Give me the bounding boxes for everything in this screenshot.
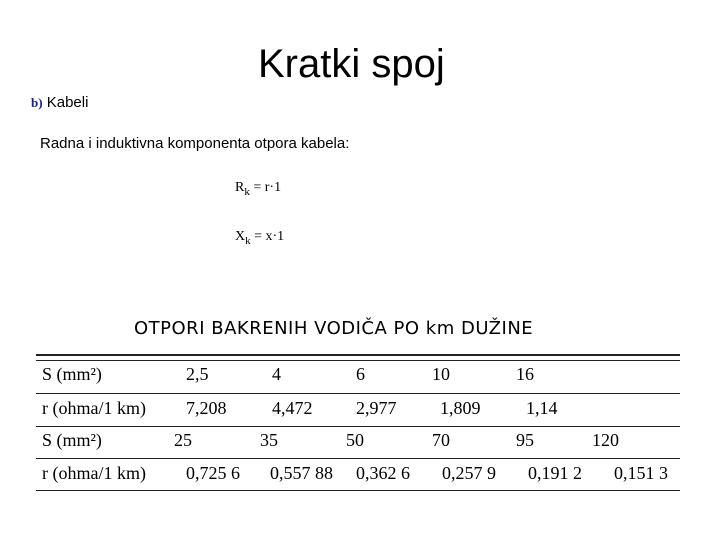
formula-subscript: k [244,186,250,198]
table-cell: 120 [592,430,619,450]
formula-resistance [235,180,281,198]
table-cell: 16 [516,364,534,384]
table-cell: 0,191 2 [528,463,582,483]
table-cell: 2,977 [356,398,397,418]
subtitle: Radna i induktivna komponenta otpora kabela: [40,135,350,152]
row-label: S (mm²) [42,430,102,450]
table-rule [36,354,680,356]
table-rule [36,426,680,427]
table-row [36,430,680,456]
formula-subscript: k [245,235,251,247]
section-heading [31,94,88,111]
slide-title: Kratki spoj [258,42,445,86]
row-label: r (ohma/1 km) [42,398,146,418]
table-row [36,364,680,390]
table-row [36,398,680,424]
row-label: S (mm²) [42,364,102,384]
table-rule [36,360,680,361]
table-cell: 4 [272,364,281,384]
table-cell: 0,557 88 [270,463,333,483]
resistance-table [36,318,680,490]
table-cell: 1,14 [526,398,558,418]
row-label: r (ohma/1 km) [42,463,146,483]
table-cell: 70 [432,430,450,450]
formula-rhs: = x·1 [254,229,285,244]
table-caption: OTPORI BAKRENIH VODIČA PO km DUŽINE [134,318,534,339]
formula-reactance [235,229,284,247]
table-cell: 0,151 3 [614,463,668,483]
table-cell: 1,809 [440,398,481,418]
table-cell: 0,362 6 [356,463,410,483]
formula-rhs: = r·1 [253,180,282,195]
section-marker: b) [31,95,43,110]
table-cell: 4,472 [272,398,313,418]
table-cell: 0,725 6 [186,463,240,483]
section-label: Kabeli [46,94,89,111]
table-cell: 95 [516,430,534,450]
table-rule [36,458,680,459]
table-cell: 2,5 [186,364,209,384]
table-cell: 50 [346,430,364,450]
table-rule [36,393,680,394]
table-cell: 10 [432,364,450,384]
table-cell: 6 [356,364,365,384]
table-cell: 7,208 [186,398,227,418]
table-cell: 35 [260,430,278,450]
table-row [36,463,680,489]
table-rule [36,490,680,491]
formula-lhs: R [235,180,245,195]
table-cell: 25 [174,430,192,450]
table-cell: 0,257 9 [442,463,496,483]
formula-lhs: X [235,229,246,244]
